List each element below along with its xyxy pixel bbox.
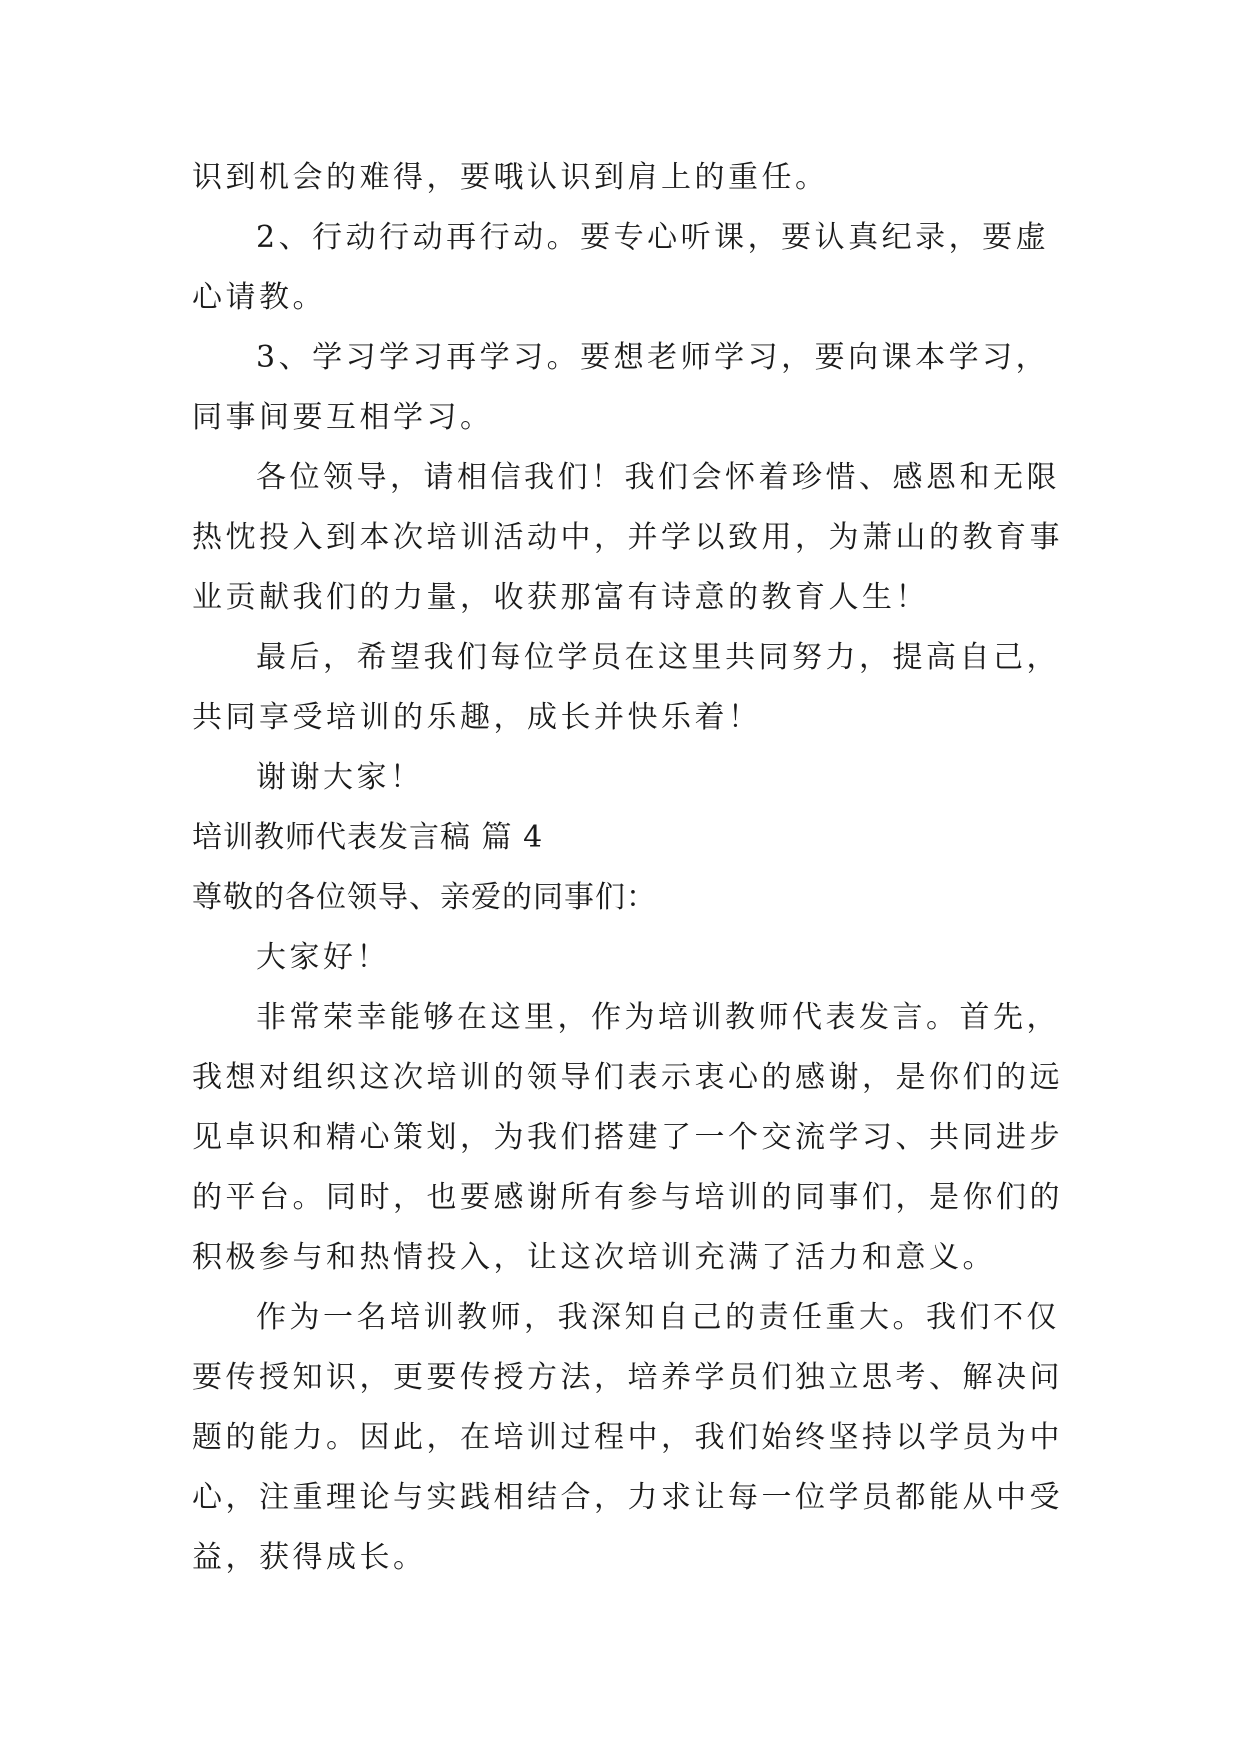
text-line: 题的能力。因此，在培训过程中，我们始终坚持以学员为中: [192, 1420, 1063, 1455]
text-line: 3、学习学习再学习。要想老师学习，要向课本学习，: [256, 340, 1050, 375]
text-line: 业贡献我们的力量，收获那富有诗意的教育人生！: [192, 580, 929, 615]
text-line: 心请教。: [192, 280, 326, 315]
text-line: 大家好！: [256, 940, 390, 975]
text-line: 的平台。同时，也要感谢所有参与培训的同事们，是你们的: [192, 1180, 1063, 1215]
section-heading: 培训教师代表发言稿 篇 4: [192, 820, 544, 855]
text-line: 同事间要互相学习。: [192, 400, 494, 435]
text-line: 作为一名培训教师，我深知自己的责任重大。我们不仅: [256, 1300, 1060, 1335]
text-line: 积极参与和热情投入，让这次培训充满了活力和意义。: [192, 1240, 996, 1275]
text-line: 谢谢大家！: [256, 760, 424, 795]
text-line: 最后，希望我们每位学员在这里共同努力，提高自己，: [256, 640, 1060, 675]
text-line: 识到机会的难得，要哦认识到肩上的重任。: [192, 160, 829, 195]
text-line: 我想对组织这次培训的领导们表示衷心的感谢，是你们的远: [192, 1060, 1063, 1095]
text-line: 各位领导，请相信我们！我们会怀着珍惜、感恩和无限: [256, 460, 1060, 495]
text-line: 热忱投入到本次培训活动中，并学以致用，为萧山的教育事: [192, 520, 1063, 555]
text-line: 心，注重理论与实践相结合，力求让每一位学员都能从中受: [192, 1480, 1063, 1515]
document-body: [192, 148, 1072, 1588]
text-line: 要传授知识，更要传授方法，培养学员们独立思考、解决问: [192, 1360, 1063, 1395]
text-line: 2、行动行动再行动。要专心听课，要认真纪录，要虚: [256, 220, 1050, 255]
text-line: 见卓识和精心策划，为我们搭建了一个交流学习、共同进步: [192, 1120, 1063, 1155]
text-line: 共同享受培训的乐趣，成长并快乐着！: [192, 700, 762, 735]
text-line: 益，获得成长。: [192, 1540, 427, 1575]
salutation: 尊敬的各位领导、亲爱的同事们：: [192, 880, 657, 915]
text-line: 非常荣幸能够在这里，作为培训教师代表发言。首先，: [256, 1000, 1060, 1035]
